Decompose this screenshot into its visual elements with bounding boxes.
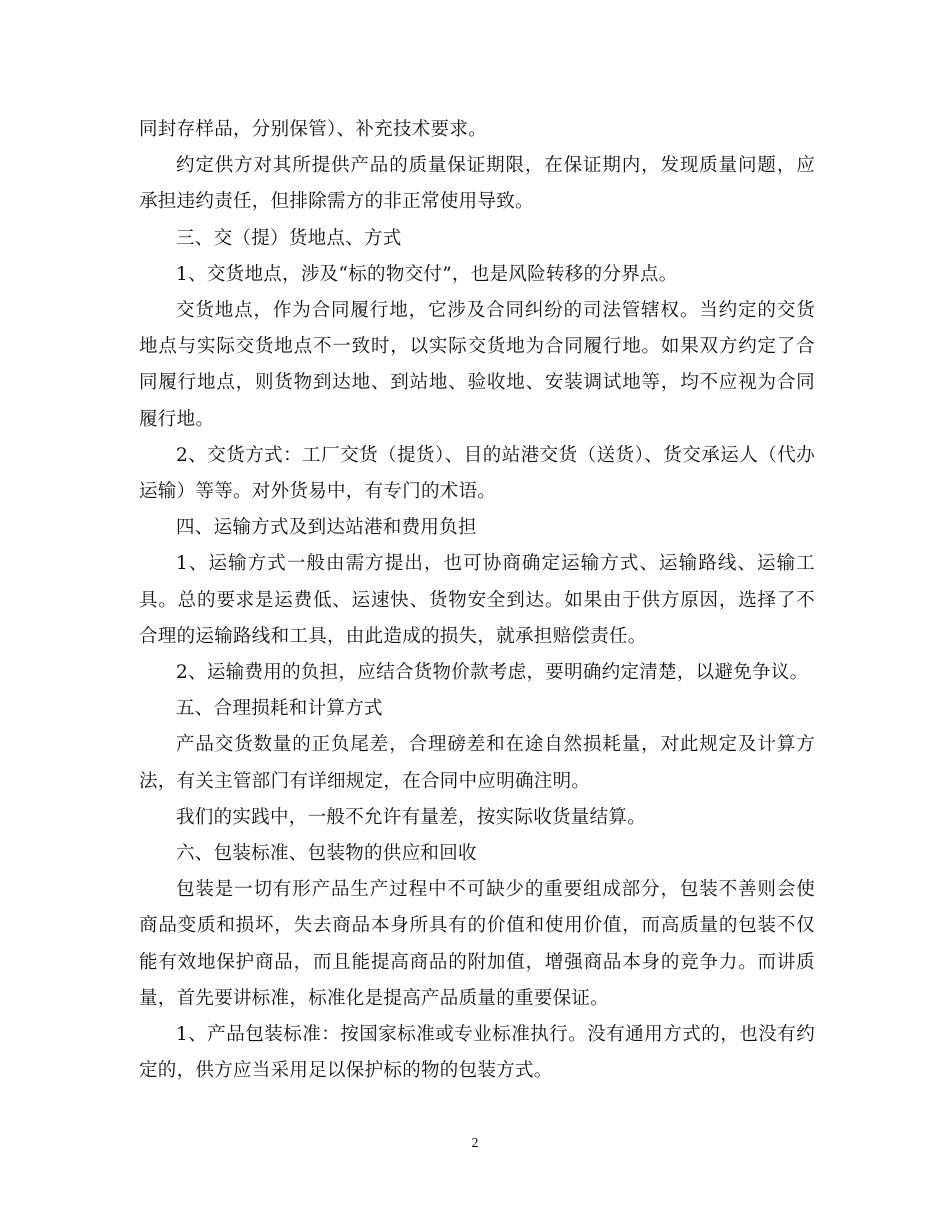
section-heading-packaging: 六、包装标准、包装物的供应和回收 bbox=[176, 843, 477, 865]
paragraph-transport-cost: 2、运输费用的负担，应结合货物价款考虑，要明确约定清楚，以避免争议。 bbox=[176, 662, 809, 684]
paragraph-practice: 我们的实践中，一般不允许有量差，按实际收货量结算。 bbox=[176, 806, 647, 828]
paragraph-jurisdiction: 交货地点，作为合同履行地，它涉及合同纠纷的司法管辖权。当约定的交货地点与实际交货地点不一致时，以实际交货地为合同履行地。如果双方约定了合同履行地点，则货物到达地、到站地、验收地、安装调试地等，均不应视为合同履行地。 bbox=[139, 300, 815, 430]
section-heading-loss: 五、合理损耗和计算方式 bbox=[176, 698, 383, 720]
paragraph-delivery-location: 1、交货地点，涉及“标的物交付”，也是风险转移的分界点。 bbox=[176, 263, 678, 285]
paragraph-quantity-tolerance: 产品交货数量的正负尾差，合理磅差和在途自然损耗量，对此规定及计算方法，有关主管部门有详细规定，在合同中应明确注明。 bbox=[139, 734, 815, 792]
paragraph-transport-method: 1、运输方式一般由需方提出，也可协商确定运输方式、运输路线、运输工具。总的要求是运费低、运速快、货物安全到达。如果由于供方原因，选择了不合理的运输路线和工具，由此造成的损失，就承担赔偿责任。 bbox=[139, 553, 815, 647]
page-number: 2 bbox=[471, 1136, 479, 1151]
paragraph-quality-warranty: 约定供方对其所提供产品的质量保证期限，在保证期内，发现质量问题，应承担违约责任，但排除需方的非正常使用导致。 bbox=[139, 155, 815, 213]
section-heading-transport: 四、运输方式及到达站港和费用负担 bbox=[176, 517, 477, 539]
paragraph-delivery-method: 2、交货方式：工厂交货（提货）、目的站港交货（送货）、货交承运人（代办运输）等等。对外货易中，有专门的术语。 bbox=[139, 444, 815, 503]
document-body bbox=[139, 112, 815, 1089]
paragraph-packaging-importance: 包装是一切有形产品生产过程中不可缺少的重要组成部分，包装不善则会使商品变质和损坏，失去商品本身所具有的价值和使用价值，而高质量的包装不仅能有效地保护商品，而且能提高商品的附加值，增强商品本身的竞争力。而讲质量，首先要讲标准，标准化是提高产品质量的重要保证。 bbox=[139, 879, 815, 1009]
paragraph-packaging-standard: 1、产品包装标准：按国家标准或专业标准执行。没有通用方式的，也没有约定的，供方应当采用足以保护标的物的包装方式。 bbox=[139, 1024, 815, 1082]
paragraph-continuation: 同封存样品，分别保管）、补充技术要求。 bbox=[139, 119, 487, 140]
section-heading-delivery: 三、交（提）货地点、方式 bbox=[176, 227, 402, 249]
